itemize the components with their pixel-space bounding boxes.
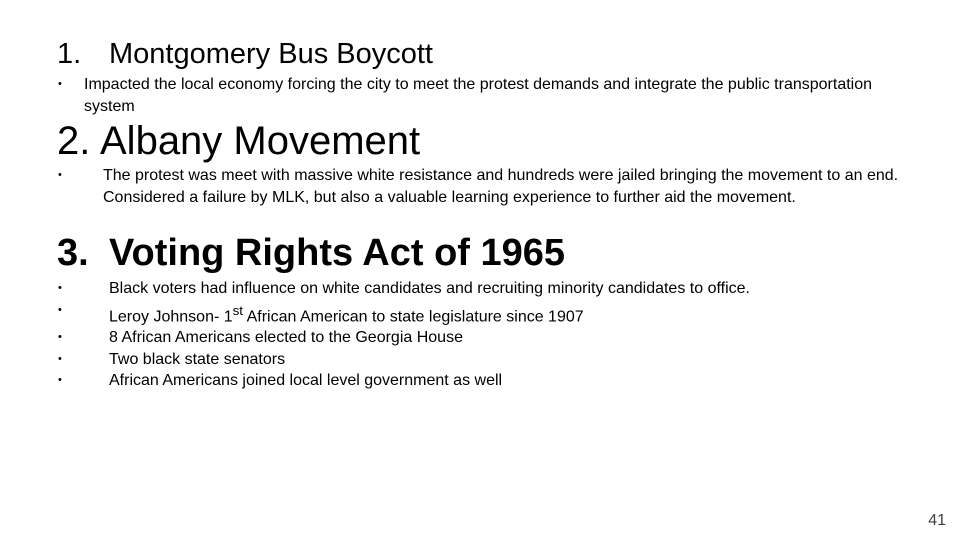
section-heading-albany <box>57 119 420 164</box>
section-title: Albany Movement <box>100 119 421 163</box>
section-title: Voting Rights Act of 1965 <box>109 232 566 274</box>
bullet-icon: • <box>58 169 62 181</box>
section-number: 1. <box>57 38 82 70</box>
list-item: • Black voters had influence on white candidates and recruiting minority candidates to office. <box>109 278 929 300</box>
list-item: • Impacted the local economy forcing the city to meet the protest demands and integrate the public transportation system <box>58 76 873 115</box>
bullet-icon: • <box>58 331 62 344</box>
section-heading-montgomery <box>57 38 433 71</box>
section-number: 3. <box>57 232 89 274</box>
list-item: • 8 African Americans elected to the Georgia House <box>109 327 929 349</box>
bullet-list-montgomery <box>58 74 884 117</box>
bullet-list-voting-rights <box>58 278 929 392</box>
bullet-icon: • <box>58 78 62 90</box>
list-item: • Two black state senators <box>109 349 929 371</box>
bullet-icon: • <box>58 282 62 294</box>
page-number: 41 <box>928 512 946 529</box>
bullet-list-albany <box>58 165 913 208</box>
bullet-icon: • <box>58 352 62 365</box>
section-heading-voting-rights <box>57 232 565 275</box>
section-title: Montgomery Bus Boycott <box>109 38 433 70</box>
bullet-icon: • <box>58 374 62 387</box>
bullet-icon: • <box>58 303 62 316</box>
list-item: • African Americans joined local level government as well <box>109 370 929 392</box>
list-item: • The protest was meet with massive white resistance and hundreds were jailed bringing the movement to an end. Considered a failure by MLK, but also a valuable learning experience to further aid the movement. <box>58 167 899 206</box>
section-number: 2. <box>57 119 91 163</box>
list-item: • Leroy Johnson- 1st African American to state legislature since 1907 <box>109 300 929 328</box>
